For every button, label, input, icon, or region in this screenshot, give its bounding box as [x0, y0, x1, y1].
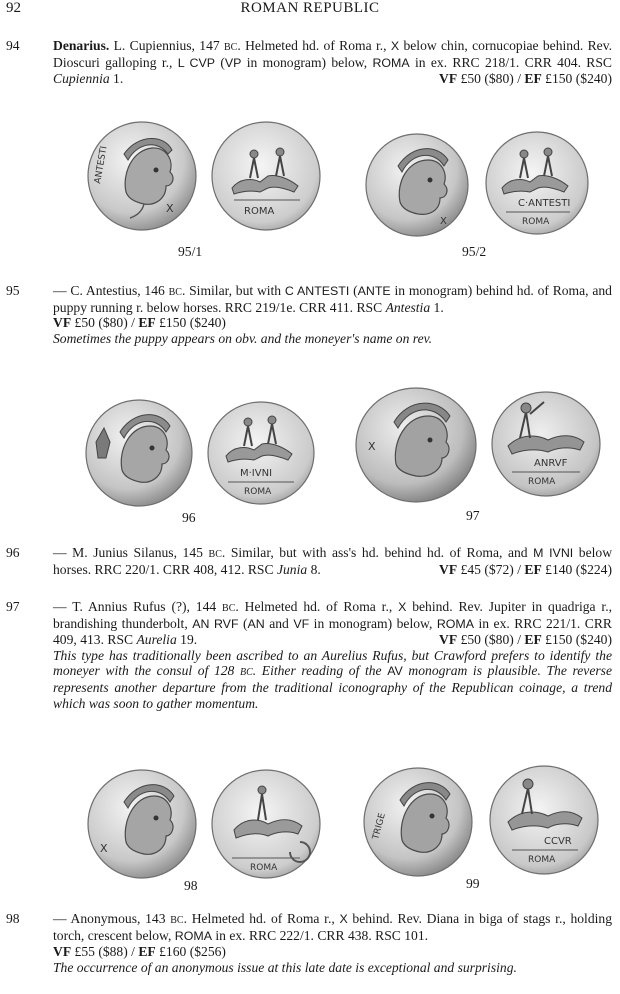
entry-number: 96: [6, 545, 20, 560]
page-number: 92: [6, 0, 21, 16]
plate-label: 98: [184, 878, 198, 893]
entry-note: Sometimes the puppy appears on obv. and the moneyer's name on rev.: [53, 330, 433, 346]
entry-title: Denarius.: [53, 38, 110, 53]
coin-98-obverse: [86, 768, 198, 880]
coin-legend: ROMA: [244, 206, 275, 217]
coin-plate-row-2: [0, 382, 620, 528]
coin-99-reverse: [488, 764, 600, 876]
coin-legend: ROMA: [528, 855, 556, 865]
svg-text:X: X: [368, 440, 376, 453]
catalog-entry-97: [6, 599, 612, 711]
entry-text: — T. Annius Rufus (?), 144 bc. Helmeted hd. of Roma r., X behind. Rev. Jupiter in quadriga r., brandishing thunderbolt, AN RVF (AN and VF in monogram) below, ROMA in ex. RRC 221/1. CRR 409, 413. RSC Aurelia 19. VF £50 ($80) / EF £150 ($240): [53, 599, 613, 648]
catalog-entry-98: [6, 911, 612, 975]
catalog-entry-96: [6, 545, 612, 577]
entry-number: 97: [6, 599, 20, 614]
coin-legend: ROMA: [250, 863, 278, 873]
catalog-entry-95: [6, 283, 612, 346]
coin-97-reverse: [490, 390, 602, 498]
coin-95-2-obverse: [364, 132, 470, 238]
coin-95-1-reverse: [210, 120, 322, 232]
coin-legend: ROMA: [522, 217, 550, 227]
price: VF £50 ($80) / EF £150 ($240): [53, 315, 226, 331]
coin-legend: ROMA: [244, 487, 272, 497]
coin-98-reverse: [210, 768, 322, 880]
coin-96-obverse: [84, 398, 194, 508]
coin-plate-row-3: [0, 754, 620, 900]
coin-95-1-obverse: [86, 120, 198, 232]
coin-legend: ANTESTI: [93, 145, 110, 185]
entry-number: 95: [6, 283, 20, 298]
entry-note: The occurrence of an anonymous issue at this late date is exceptional and surprising.: [53, 959, 517, 975]
entry-text: — M. Junius Silanus, 145 bc. Similar, but with ass's hd. behind hd. of Roma, and M IVNI below horses. RRC 220/1. CRR 408, 412. RSC Junia 8. VF £45 ($72) / EF £140 ($224): [53, 545, 613, 577]
price: VF £50 ($80) / EF £150 ($240): [439, 71, 612, 87]
page-header: [0, 0, 620, 22]
plate-label: 95/2: [462, 244, 487, 259]
price: VF £55 ($88) / EF £160 ($256): [53, 944, 226, 960]
price: VF £45 ($72) / EF £140 ($224): [439, 561, 612, 577]
coin-plate-row-1: [0, 110, 620, 270]
svg-text:X: X: [100, 842, 108, 855]
coin-legend: CCVR: [544, 836, 572, 847]
price: VF £50 ($80) / EF £150 ($240): [439, 632, 612, 648]
plate-label: 99: [466, 876, 480, 891]
plate-label: 95/1: [178, 244, 203, 259]
coin-legend: C·ANTESTI: [518, 198, 571, 209]
catalog-entry-94: [6, 38, 612, 87]
entry-note: This type has traditionally been ascribed to an Aurelius Rufus, but Crawford prefers to identify the moneyer with the consul of 128 bc. Either reading of the AV monogram is plausible. The reverse represents another departure from the traditional iconography of the Republican coinage, a trend which was soon to gather momentum.: [53, 647, 612, 711]
coin-96-reverse: [206, 400, 316, 506]
coin-legend: ROMA: [528, 477, 556, 487]
svg-text:X: X: [440, 216, 447, 227]
coin-legend: M·IVNI: [240, 468, 273, 479]
entry-text: — C. Antestius, 146 bc. Similar, but with C ANTESTI (ANTE in monogram) behind hd. of Roma, and puppy running r. below horses. RRC 219/1e. CRR 411. RSC Antestia 1.: [53, 283, 612, 315]
entry-text: — Anonymous, 143 bc. Helmeted hd. of Roma r., X behind. Rev. Diana in biga of stags r., holding torch, crescent below, ROMA in ex. RRC 222/1. CRR 438. RSC 101.: [53, 911, 612, 943]
coin-legend: TRIGE: [371, 812, 388, 841]
plate-label: 97: [466, 508, 480, 523]
entry-number: 98: [6, 911, 20, 926]
coin-97-obverse: [354, 386, 478, 504]
plate-label: 96: [182, 510, 196, 525]
entry-text: Denarius. L. Cupiennius, 147 bc. Helmeted hd. of Roma r., X below chin, cornucopiae behind. Rev. Dioscuri galloping r., L CVP (VP in monogram) below, ROMA in ex. RRC 218/1. CRR 404. RSC Cupiennia 1. VF £50 ($80) / EF £150 ($240): [53, 38, 613, 87]
coin-legend: ANRVF: [534, 458, 568, 469]
coin-99-obverse: [362, 766, 474, 878]
entry-number: 94: [6, 38, 20, 53]
svg-text:X: X: [166, 202, 174, 215]
running-title: ROMAN REPUBLIC: [240, 0, 380, 16]
coin-95-2-reverse: [484, 130, 590, 236]
